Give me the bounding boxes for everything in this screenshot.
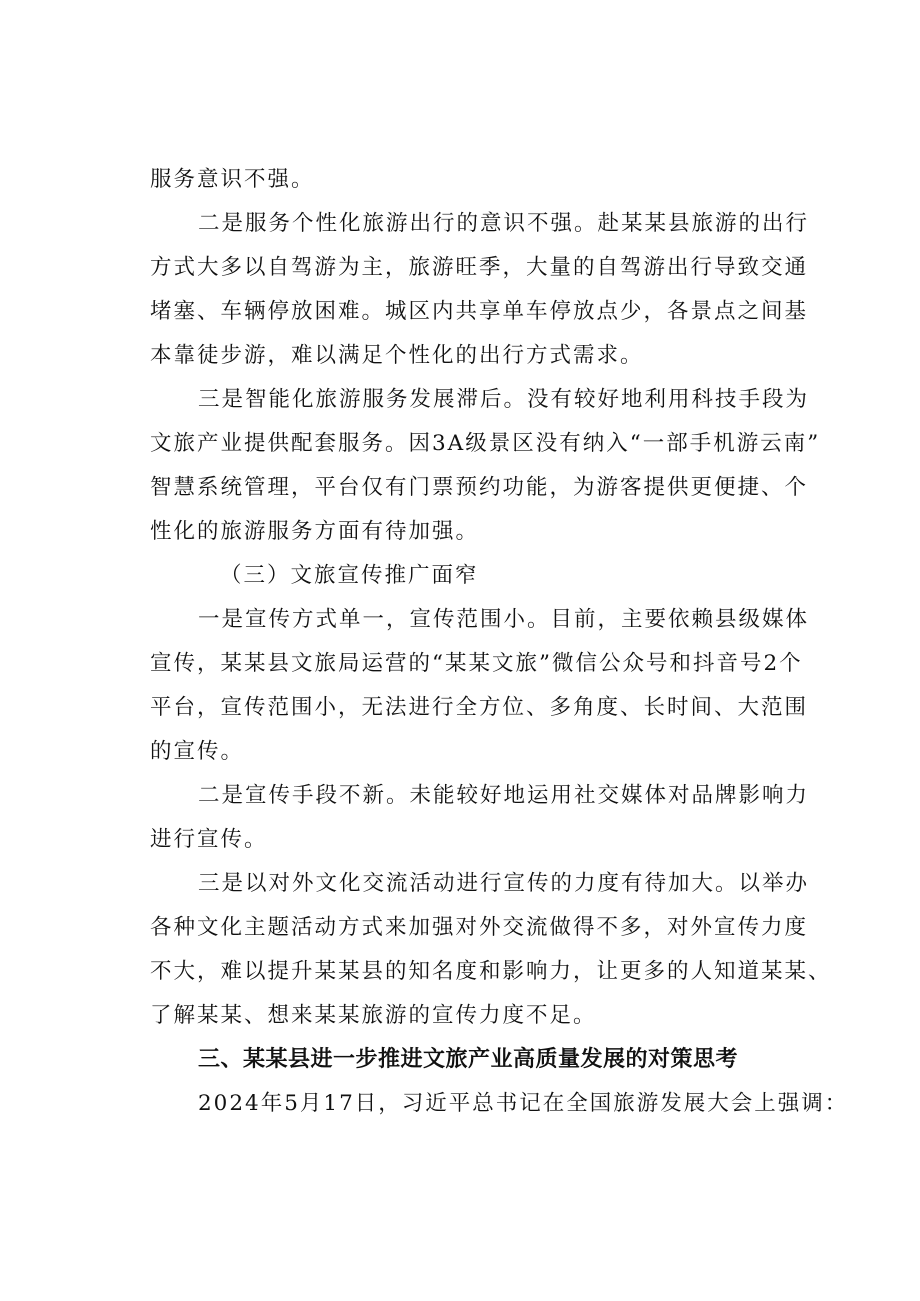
text-line: 二是宣传手段不新。未能较好地运用社交媒体对品牌影响力 xyxy=(198,783,810,808)
section-subheading: （三）文旅宣传推广面窄 xyxy=(220,563,479,588)
section-heading: 三、某某县进一步推进文旅产业高质量发展的对策思考 xyxy=(198,1047,739,1072)
text-line: 2024年5月17日，习近平总书记在全国旅游发展大会上强调： xyxy=(198,1091,849,1116)
text-line: 三是智能化旅游服务发展滞后。没有较好地利用科技手段为 xyxy=(198,387,810,412)
text-line: 宣传，某某县文旅局运营的“某某文旅”微信公众号和抖音号2个 xyxy=(150,651,803,676)
text-line: 的宣传。 xyxy=(150,739,245,764)
text-line: 三是以对外文化交流活动进行宣传的力度有待加大。以举办 xyxy=(198,871,810,896)
text-line: 文旅产业提供配套服务。因3A级景区没有纳入“一部手机游云南” xyxy=(150,431,821,456)
text-line: 进行宣传。 xyxy=(150,827,268,852)
text-line: 智慧系统管理，平台仅有门票预约功能，为游客提供更便捷、个 xyxy=(150,475,809,500)
text-line: 各种文化主题活动方式来加强对外交流做得不多，对外宣传力度 xyxy=(150,915,809,940)
text-line: 堵塞、车辆停放困难。城区内共享单车停放点少，各景点之间基 xyxy=(150,299,809,324)
text-line: 二是服务个性化旅游出行的意识不强。赴某某县旅游的出行 xyxy=(198,211,810,236)
text-line: 了解某某、想来某某旅游的宣传力度不足。 xyxy=(150,1003,597,1028)
text-line: 方式大多以自驾游为主，旅游旺季，大量的自驾游出行导致交通 xyxy=(150,255,809,280)
text-line: 性化的旅游服务方面有待加强。 xyxy=(150,519,480,544)
text-line: 一是宣传方式单一，宣传范围小。目前，主要依赖县级媒体 xyxy=(198,607,810,632)
text-line: 不大，难以提升某某县的知名度和影响力，让更多的人知道某某、 xyxy=(150,959,832,984)
text-line: 平台，宣传范围小，无法进行全方位、多角度、长时间、大范围 xyxy=(150,695,809,720)
text-line: 本靠徒步游，难以满足个性化的出行方式需求。 xyxy=(150,343,644,368)
text-line: 服务意识不强。 xyxy=(150,167,315,192)
